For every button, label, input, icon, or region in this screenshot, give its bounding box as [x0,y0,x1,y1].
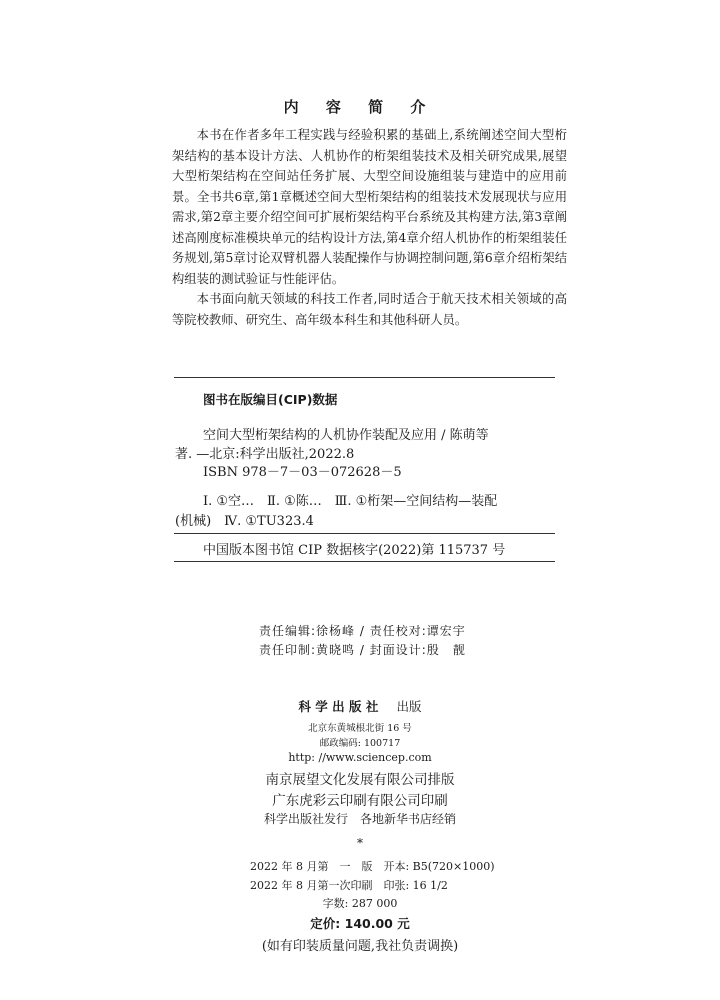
staff-line: 责任印制:黄晓鸣 / 封面设计:殷 靓 [259,643,466,657]
cip-isbn: ISBN 978－7－03－072628－5 [203,465,402,480]
separator-star: * [357,836,363,850]
cip-bottom-rule [174,561,555,562]
cip-top-rule [174,377,555,378]
publisher-line [0,696,720,715]
intro-paragraph: 本书在作者多年工程实践与经验积累的基础上,系统阐述空间大型桁架结构的基本设计方法、人机协作的桁架组装技术及相关研究成果,展望大型桁架结构在空间站任务扩展、大型空间设施组装与建造中的应用前景。全书共6章,第1章概述空间大型桁架结构的组装技术发展现状与应用需求,第2章主要介绍空间可扩展桁架结构平台系统及其构建方法,第3章阐述高刚度标准模块单元的结构设计方法,第4章介绍人机协作的桁架组装任务规划,第5章讨论双臂机器人装配操作与协调控制问题,第6章介绍桁架结构组装的测试验证与性能评估。 [172,128,567,286]
cip-heading: 图书在版编目(CIP)数据 [203,392,338,407]
typesetter-line: 南京展望文化发展有限公司排版 [265,772,455,788]
publisher-name: 科 学 出 版 社 [298,699,379,714]
word-count: 字数: 287 000 [322,897,398,910]
printing-line: 2022 年 8 月第一次印刷 印张: 16 1/2 [250,879,448,892]
intro-paragraph: 本书面向航天领域的科技工作者,同时适合于航天技术相关领域的高等院校教师、研究生、高年级本科生和其他科研人员。 [172,292,567,327]
publisher-website: http: //www.sciencep.com [288,751,432,764]
publisher-postcode: 邮政编码: 100717 [319,738,401,749]
edition-line: 2022 年 8 月第 一 版 开本: B5(720×1000) [250,860,495,873]
cip-line: Ⅰ. ①空… Ⅱ. ①陈… Ⅲ. ①桁架—空间结构—装配 [203,494,498,509]
printer-line: 广东虎彩云印刷有限公司印刷 [272,793,448,809]
intro-text [172,125,567,330]
distribution-line: 科学出版社发行 各地新华书店经销 [263,812,456,826]
cip-line: 空间大型桁架结构的人机协作装配及应用 / 陈萌等 [203,428,489,443]
staff-line: 责任编辑:徐杨峰 / 责任校对:谭宏宇 [259,624,466,638]
quality-notice: (如有印装质量问题,我社负责调换) [261,939,459,954]
cip-record-number: 中国版本图书馆 CIP 数据核字(2022)第 115737 号 [203,543,506,558]
publisher-imprint: 出版 [396,699,422,714]
cip-middle-rule [174,533,555,534]
cip-line: (机械) Ⅳ. ①TU323.4 [175,514,314,529]
page-title: 内 容 简 介 [283,98,437,116]
cip-line: 著. —北京:科学出版社,2022.8 [175,447,355,462]
publisher-address: 北京东黄城根北街 16 号 [308,723,412,734]
price: 定价: 140.00 元 [310,916,410,931]
